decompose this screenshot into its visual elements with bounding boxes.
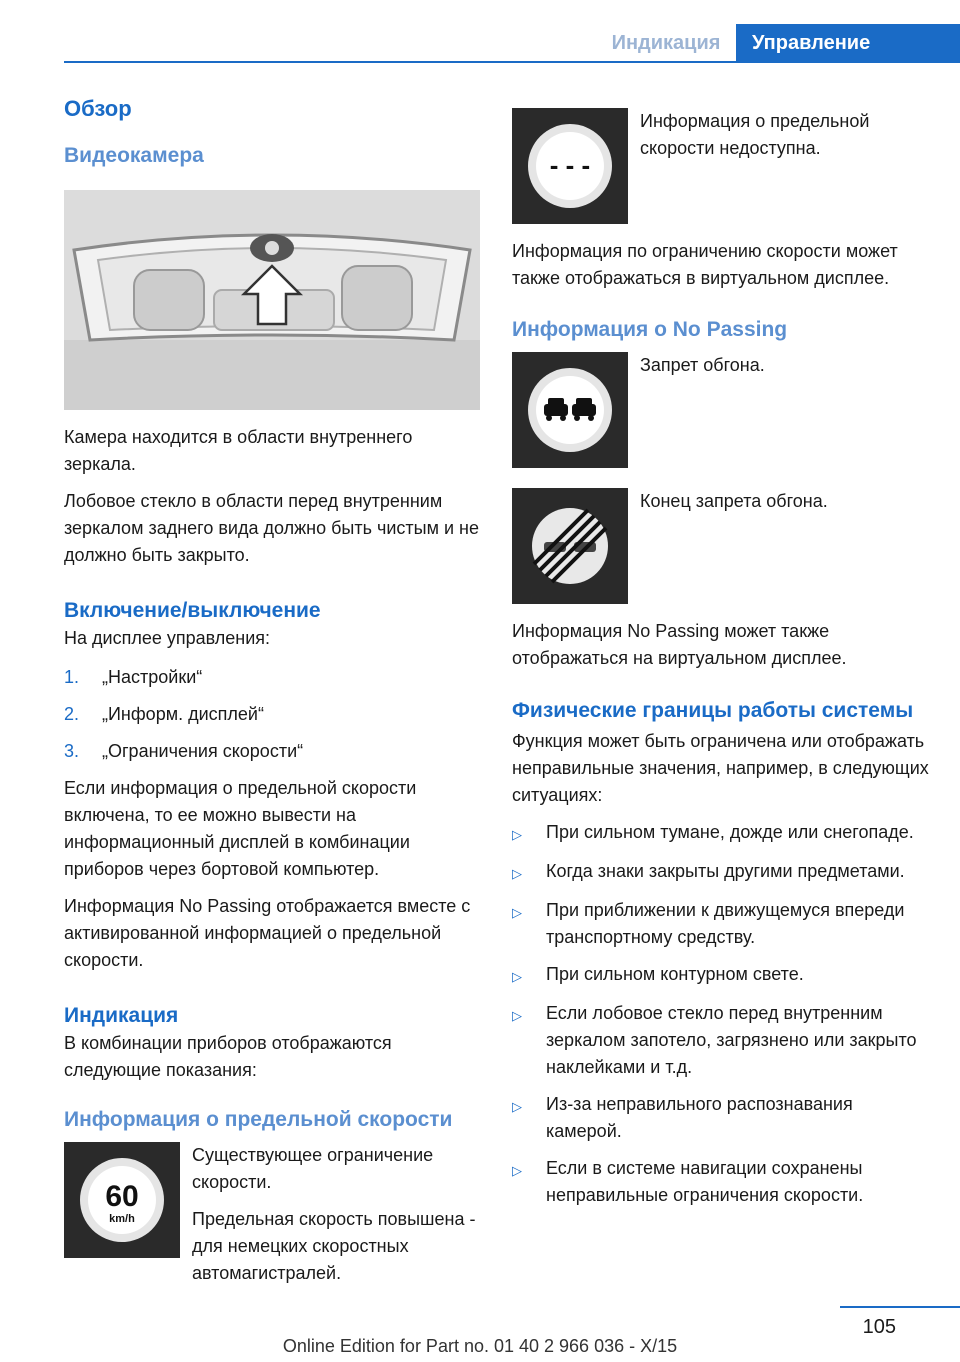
sign-dash-row [512, 108, 932, 224]
sign-60-text1: Существующее ограничение скорости. [192, 1145, 434, 1192]
display-text: В комбинации приборов отображаются следующие показания: [64, 1033, 392, 1080]
sign-60-unit: km/h [109, 1213, 135, 1225]
list-item: ▷ При сильном контурном свете. [512, 961, 932, 990]
sign-60-value: 60 [105, 1180, 139, 1213]
speed-unavailable-sign-icon [512, 108, 628, 224]
step-item: 3. „Ограничения скорости“ [64, 741, 304, 761]
step-item: 2. „Информ. дисплей“ [64, 704, 264, 724]
onoff-intro: На дисплее управления: [64, 628, 271, 648]
camera-location-text: Камера находится в области внутреннего зеркала. [64, 427, 413, 474]
no-passing-sign-icon [512, 352, 628, 468]
triangle-icon: ▷ [512, 969, 522, 984]
triangle-icon: ▷ [512, 1163, 522, 1178]
triangle-icon: ▷ [512, 827, 522, 842]
left-column [64, 96, 484, 1287]
sign-dash-text: Информация о предельной скорости недоступна. [640, 111, 870, 158]
heading-overview: Обзор [64, 96, 132, 121]
heading-camera: Видеокамера [64, 144, 204, 167]
nopass-end-row [512, 488, 932, 604]
tab-indication[interactable]: Индикация [611, 32, 721, 54]
speed-limit-sign-icon [64, 1142, 180, 1258]
virtual-display-text: Информация по ограничению скорости может также отображаться в виртуальном дисплее. [512, 241, 898, 288]
list-item: ▷ При сильном тумане, дожде или снегопаде. [512, 819, 932, 848]
nopass-end-text: Конец запрета обгона. [640, 491, 828, 511]
page-number: 105 [862, 1316, 896, 1338]
limits-intro: Функция может быть ограничена или отображать неправильные значения, например, в следующих ситуациях: [512, 731, 929, 805]
sign-60-text2: Предельная скорость повышена - для немецких скоростных автомагистралей. [192, 1209, 476, 1283]
list-item: ▷ При приближении к движущемуся впереди транспортному средству. [512, 897, 932, 951]
triangle-icon: ▷ [512, 866, 522, 881]
nopass-row [512, 352, 932, 468]
heading-limits: Физические границы работы системы [512, 699, 914, 722]
heading-nopassing: Информация о No Passing [512, 318, 788, 341]
list-item: ▷ Если в системе навигации сохранены неправильные ограничения скорости. [512, 1155, 932, 1209]
limits-list [512, 819, 932, 1209]
camera-image [64, 190, 484, 410]
sign-dash-value: - - - [549, 150, 591, 180]
onoff-nopassing-text: Информация No Passing отображается вместе с активированной информацией о предельной скорости. [64, 896, 471, 970]
nopass-virtual-text: Информация No Passing может также отображаться на виртуальном дисплее. [512, 621, 847, 668]
heading-onoff: Включение/выключение [64, 599, 321, 622]
sign-60-row [64, 1142, 484, 1287]
triangle-icon: ▷ [512, 1008, 522, 1023]
page-number-rule [840, 1306, 960, 1308]
footer-edition: Online Edition for Part no. 01 40 2 966 036 - X/15 [282, 1336, 678, 1356]
heading-display: Индикация [64, 1004, 179, 1027]
heading-speed-info: Информация о предельной скорости [64, 1108, 453, 1131]
nopass-text: Запрет обгона. [640, 355, 765, 375]
list-item: ▷ Если лобовое стекло перед внутренним зеркалом запотело, загрязнено или закрыто наклейками и т.д. [512, 1000, 932, 1081]
triangle-icon: ▷ [512, 905, 522, 920]
list-item: ▷ Из-за неправильного распознавания камерой. [512, 1091, 932, 1145]
list-item: ▷ Когда знаки закрыты другими предметами. [512, 858, 932, 887]
step-item: 1. „Настройки“ [64, 667, 203, 687]
tab-control[interactable]: Управление [736, 24, 960, 62]
end-no-passing-sign-icon [512, 488, 628, 604]
triangle-icon: ▷ [512, 1099, 522, 1114]
right-column [512, 96, 932, 1219]
camera-windshield-text: Лобовое стекло в области перед внутренним зеркалом заднего вида должно быть чистым и не должно быть закрыто. [64, 491, 479, 565]
onoff-display-text: Если информация о предельной скорости включена, то ее можно вывести на информационный дисплей в комбинации приборов через бортовой компьютер. [64, 778, 417, 879]
steps-list [64, 664, 484, 765]
